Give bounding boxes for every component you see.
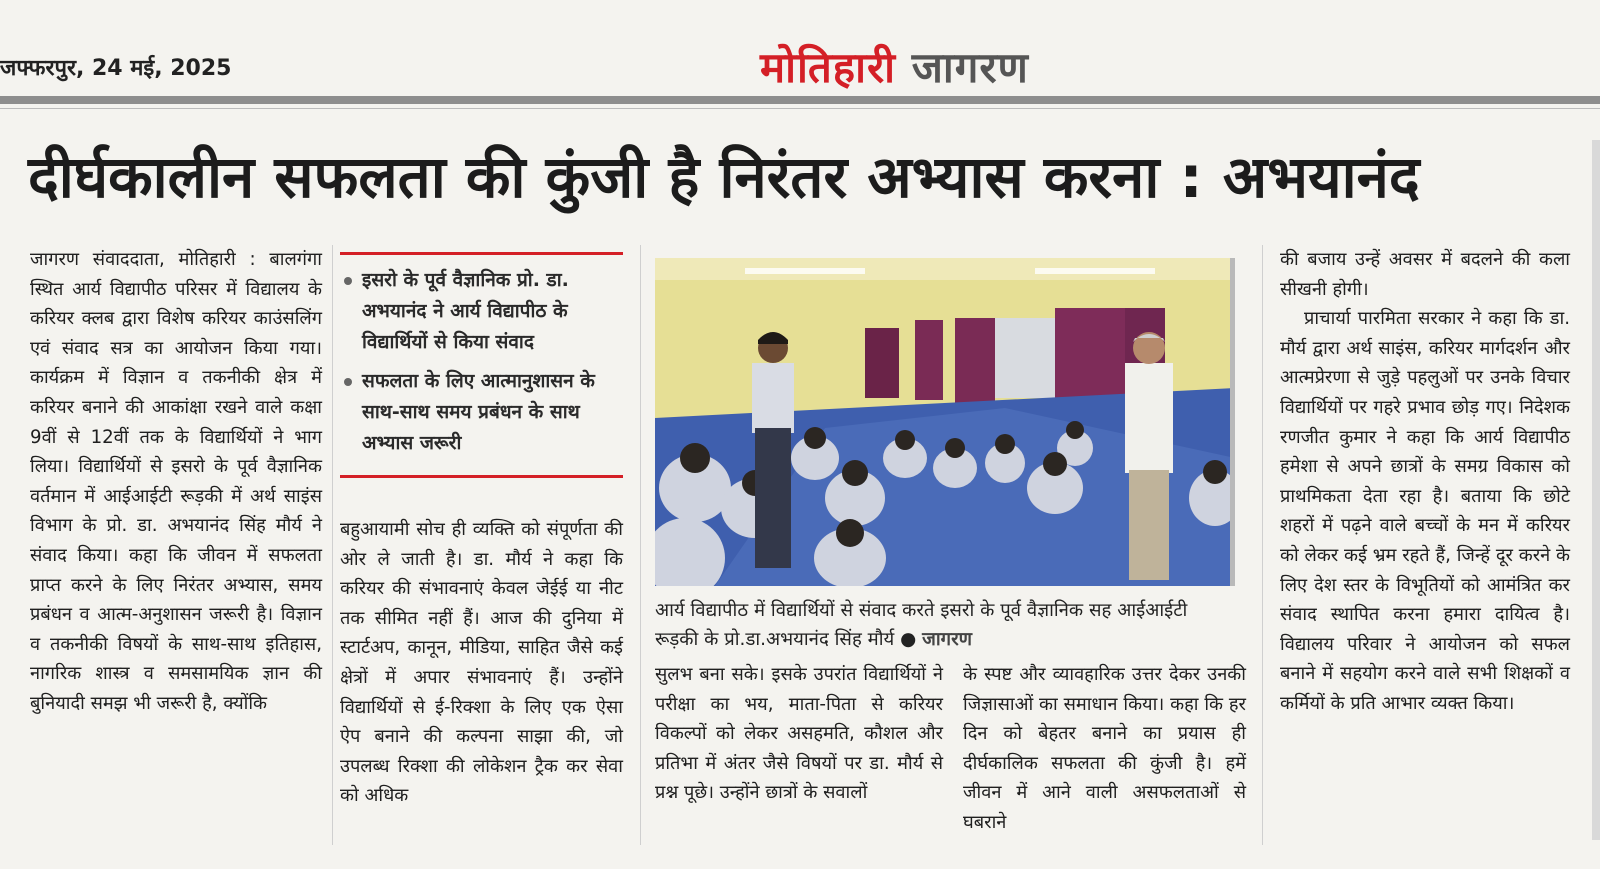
dateline: जफ्फरपुर, 24 मई, 2025 [0, 56, 232, 81]
highlights-box [340, 252, 623, 478]
column-1-text: जागरण संवाददाता, मोतिहारी : बालगंगा स्थित आर्य विद्यापीठ परिसर में विद्यालय के करियर क्लब द्वारा विशेष करियर काउंसलिंग एवं संवाद सत्र का आयोजन किया गया। कार्यक्रम में विज्ञान व तकनीकी क्षेत्र में करियर बनाने की आकांक्षा रखने वाले कक्षा 9वीं से 12वीं तक के विद्यार्थियों ने भाग लिया। विद्यार्थियों से इसरो के पूर्व वैज्ञानिक वर्तमान में आईआईटी रूड़की में अर्थ साइंस विभाग के प्रो. डा. अभयानंद सिंह मौर्य ने संवाद किया। कहा कि जीवन में सफलता प्राप्त करने के लिए निरंतर अभ्यास, समय प्रबंधन व आत्म-अनुशासन जरूरी है। विज्ञान व तकनीकी विषयों के साथ-साथ इतिहास, नागरिक शास्त्र व समसामयिक ज्ञान की बुनियादी समझ भी जरूरी है, क्योंकि [30, 249, 322, 714]
article-column-5 [1280, 245, 1570, 719]
caption-separator: ● [900, 629, 923, 650]
column-divider [1262, 245, 1263, 845]
column-4-text: के स्पष्ट और व्यावहारिक उत्तर देकर उनकी जिज्ञासाओं का समाधान किया। कहा कि हर दिन को बेहतर बनाने का प्रयास ही दीर्घकालिक सफलता की कुंजी है। हमें जीवन में आने वाली असफलताओं से घबराने [963, 664, 1246, 833]
standing-student [752, 332, 794, 568]
header-rule-thin [0, 108, 1600, 109]
masthead-brand: जागरण [911, 43, 1029, 92]
bullet-icon [344, 378, 352, 386]
article-column-1 [30, 245, 322, 719]
article-column-2 [340, 515, 623, 811]
article-headline: दीर्घकालीन सफलता की कुंजी है निरंतर अभ्यास करना : अभयानंद [28, 143, 1420, 211]
header-rule [0, 96, 1600, 104]
column-divider [332, 245, 333, 845]
caption-text: आर्य विद्यापीठ में विद्यार्थियों से संवाद करते इसरो के पूर्व वैज्ञानिक सह आईआईटी रूड़की के प्रो.डा.अभयानंद सिंह मौर्य [655, 600, 1188, 650]
highlight-text: इसरो के पूर्व वैज्ञानिक प्रो. डा. अभयानंद ने आर्य विद्यापीठ के विद्यार्थियों से किया संवाद [362, 269, 569, 353]
photo-credit: जागरण [922, 629, 973, 650]
newspaper-masthead [760, 38, 1029, 95]
highlights-list [340, 255, 623, 475]
page-edge [1592, 140, 1600, 840]
highlights-bottom-rule [340, 475, 623, 478]
article-column-4 [963, 660, 1246, 838]
column-2-text: बहुआयामी सोच ही व्यक्ति को संपूर्णता की ओर ले जाती है। डा. मौर्य ने कहा कि करियर की संभावनाएं केवल जेईई या नीट तक सीमित नहीं हैं। आज की दुनिया में स्टार्टअप, कानून, मीडिया, साहित जैसे कई क्षेत्रों में अपार संभावनाएं हैं। उन्होंने विद्यार्थियों से ई-रिक्शा के लिए एक ऐसा ऐप बनाने की कल्पना साझा की, जो उपलब्ध रिक्शा की लोकेशन ट्रैक कर सेवा को अधिक [340, 519, 623, 807]
highlight-item [340, 366, 623, 459]
bullet-icon [344, 277, 352, 285]
column-5-paragraph-1: की बजाय उन्हें अवसर में बदलने की कला सीखनी होगी। [1280, 249, 1570, 300]
article-column-3 [655, 660, 943, 808]
highlight-item [340, 265, 623, 358]
classroom-photo-illustration [655, 258, 1235, 586]
speaker-professor [1125, 332, 1173, 580]
column-3-text: सुलभ बना सके। इसके उपरांत विद्यार्थियों ने परीक्षा का भय, माता-पिता से करियर विकल्पों को लेकर असहमति, कौशल और प्रतिभा में अंतर जैसे विषयों पर डा. मौर्य से प्रश्न पूछे। उन्होंने छात्रों के सवालों [655, 664, 943, 804]
photo-caption [655, 596, 1235, 654]
masthead-city: मोतिहारी [760, 43, 897, 92]
column-divider [640, 245, 641, 845]
highlight-text: सफलता के लिए आत्मानुशासन के साथ-साथ समय प्रबंधन के साथ अभ्यास जरूरी [362, 370, 595, 454]
news-photo [655, 258, 1235, 586]
column-5-paragraph-2: प्राचार्या पारमिता सरकार ने कहा कि डा. मौर्य द्वारा अर्थ साइंस, करियर मार्गदर्शन और आत्मप्रेरणा से जुड़े पहलुओं पर उनके विचार विद्यार्थियों पर गहरे प्रभाव छोड़ गए। निदेशक रणजीत कुमार ने कहा कि आर्य विद्यापीठ हमेशा से अपने छात्रों के समग्र विकास को प्राथमिकता देता रहा है। बताया कि छोटे शहरों में पढ़ने वाले बच्चों के मन में करियर को लेकर कई भ्रम रहते हैं, जिन्हें दूर करने के लिए देश स्तर के विभूतियों को आमंत्रित कर संवाद स्थापित करना हमारा दायित्व है। विद्यालय परिवार ने आयोजन को सफल बनाने में सहयोग करने वाले सभी शिक्षकों व कर्मियों के प्रति आभार व्यक्त किया। [1280, 308, 1570, 714]
